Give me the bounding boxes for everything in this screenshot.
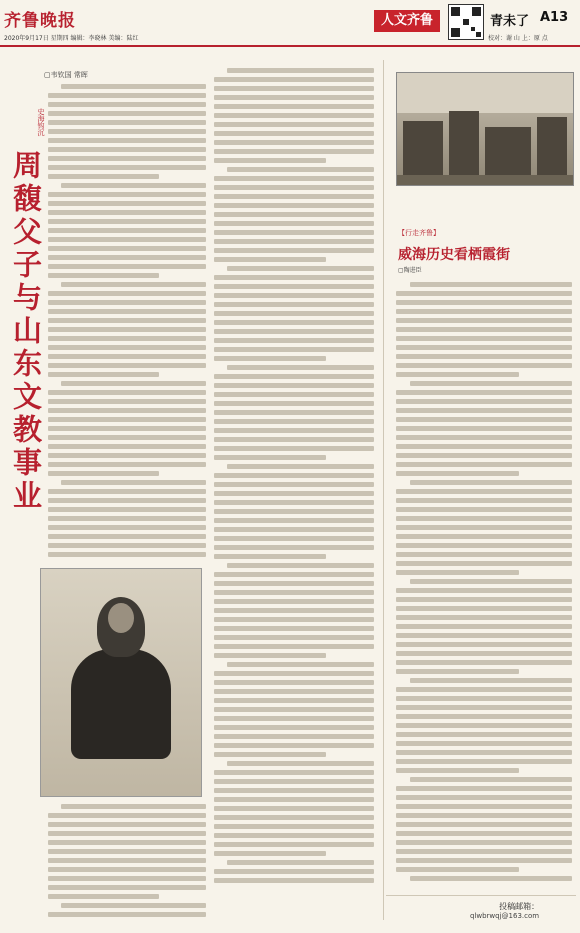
submission-email[interactable]: qlwbrwqj@163.com <box>470 912 540 920</box>
text-line <box>48 525 206 530</box>
text-line <box>396 804 572 809</box>
text-line <box>214 392 374 397</box>
text-line <box>396 795 572 800</box>
text-line <box>214 140 374 145</box>
right-article-title: 威海历史看栖霞街 <box>398 247 510 263</box>
text-line <box>48 120 206 125</box>
text-line <box>396 741 572 746</box>
masthead <box>0 0 580 50</box>
text-line <box>214 509 374 514</box>
text-line <box>214 842 374 847</box>
text-line <box>227 266 374 271</box>
text-line <box>396 336 572 341</box>
text-line <box>396 444 572 449</box>
text-line <box>396 318 572 323</box>
text-line <box>48 93 206 98</box>
text-line <box>48 354 206 359</box>
text-line <box>214 104 374 109</box>
text-line <box>48 237 206 242</box>
text-line <box>214 779 374 784</box>
text-line <box>214 536 374 541</box>
text-line <box>214 212 374 217</box>
text-line <box>48 291 206 296</box>
text-line <box>227 167 374 172</box>
text-line <box>214 194 374 199</box>
text-line <box>410 381 572 386</box>
text-line <box>48 912 206 917</box>
text-line <box>61 183 206 188</box>
text-line <box>48 534 206 539</box>
text-line <box>396 642 572 647</box>
text-line <box>396 633 572 638</box>
text-line <box>214 554 326 559</box>
text-line <box>214 824 374 829</box>
text-line <box>396 696 572 701</box>
text-line <box>396 399 572 404</box>
text-line <box>48 435 206 440</box>
text-line <box>396 489 572 494</box>
text-line <box>214 455 326 460</box>
text-line <box>396 759 572 764</box>
text-line <box>48 372 159 377</box>
text-line <box>214 293 374 298</box>
text-line <box>214 518 374 523</box>
submission-label: 投稿邮箱： <box>499 902 540 911</box>
footer-rule <box>386 895 576 896</box>
text-line <box>48 345 206 350</box>
text-line <box>214 581 374 586</box>
text-line <box>48 318 206 323</box>
text-line <box>61 804 206 809</box>
text-line <box>214 851 326 856</box>
text-line <box>396 552 572 557</box>
text-line <box>214 185 374 190</box>
text-line <box>396 813 572 818</box>
column-name: 青未了 <box>490 14 530 29</box>
text-line <box>396 732 572 737</box>
text-line <box>48 552 206 557</box>
text-line <box>396 570 519 575</box>
text-line <box>48 390 206 395</box>
text-line <box>396 345 572 350</box>
text-line <box>396 588 572 593</box>
text-line <box>48 849 206 854</box>
text-line <box>48 300 206 305</box>
text-line <box>227 860 374 865</box>
text-line <box>396 597 572 602</box>
text-line <box>214 158 326 163</box>
right-article-tag: 【行走齐鲁】 <box>398 229 440 237</box>
text-line <box>214 221 374 226</box>
text-line <box>396 363 572 368</box>
text-line <box>227 464 374 469</box>
text-line <box>396 543 572 548</box>
text-line <box>214 347 374 352</box>
text-line <box>214 689 374 694</box>
left-article-body-col1-lower <box>48 804 206 924</box>
text-line <box>214 770 374 775</box>
text-line <box>396 849 572 854</box>
text-line <box>214 752 326 757</box>
text-line <box>48 147 206 152</box>
text-line <box>214 806 374 811</box>
text-line <box>214 77 374 82</box>
text-line <box>396 462 572 467</box>
text-line <box>48 885 206 890</box>
text-line <box>48 327 206 332</box>
text-line <box>396 606 572 611</box>
right-article-body <box>396 282 572 888</box>
text-line <box>227 563 374 568</box>
text-line <box>214 473 374 478</box>
text-line <box>214 482 374 487</box>
text-line <box>396 615 572 620</box>
text-line <box>214 383 374 388</box>
text-line <box>214 329 374 334</box>
text-line <box>214 302 374 307</box>
text-line <box>48 417 206 422</box>
text-line <box>48 876 206 881</box>
text-line <box>214 572 374 577</box>
text-line <box>48 813 206 818</box>
text-line <box>214 149 374 154</box>
text-line <box>214 617 374 622</box>
text-line <box>396 822 572 827</box>
text-line <box>410 579 572 584</box>
text-line <box>396 291 572 296</box>
text-line <box>48 399 206 404</box>
text-line <box>214 122 374 127</box>
text-line <box>61 282 206 287</box>
text-line <box>48 516 206 521</box>
text-line <box>396 525 572 530</box>
text-line <box>48 228 206 233</box>
text-line <box>396 516 572 521</box>
text-line <box>214 527 374 532</box>
newspaper-logo: 齐鲁晚报 <box>4 11 76 31</box>
text-line <box>48 111 206 116</box>
text-line <box>48 498 206 503</box>
text-line <box>214 734 374 739</box>
text-line <box>48 408 206 413</box>
text-line <box>48 471 159 476</box>
text-line <box>214 86 374 91</box>
text-line <box>214 131 374 136</box>
text-line <box>396 867 519 872</box>
portrait-photo <box>40 568 202 797</box>
text-line <box>48 831 206 836</box>
text-line <box>214 716 374 721</box>
text-line <box>214 356 326 361</box>
text-line <box>214 743 374 748</box>
text-line <box>214 230 374 235</box>
text-line <box>48 246 206 251</box>
text-line <box>396 624 572 629</box>
text-line <box>48 363 206 368</box>
text-line <box>214 869 374 874</box>
left-article-title: 周馥父子与山东文教事业 <box>9 150 43 513</box>
text-line <box>396 372 519 377</box>
text-line <box>214 500 374 505</box>
text-line <box>48 840 206 845</box>
text-line <box>214 446 374 451</box>
text-line <box>410 678 572 683</box>
text-line <box>396 507 572 512</box>
text-line <box>214 284 374 289</box>
section-tag: 人文齐鲁 <box>374 10 440 32</box>
text-line <box>48 489 206 494</box>
text-line <box>396 669 519 674</box>
text-line <box>214 707 374 712</box>
right-article-byline: ▢陶进臣 <box>398 267 422 274</box>
text-line <box>48 129 206 134</box>
text-line <box>396 534 572 539</box>
text-line <box>227 662 374 667</box>
text-line <box>396 651 572 656</box>
text-line <box>214 275 374 280</box>
text-line <box>48 858 206 863</box>
street-photo <box>396 72 574 186</box>
column-divider <box>383 60 384 920</box>
text-line <box>48 453 206 458</box>
text-line <box>214 608 374 613</box>
text-line <box>214 257 326 262</box>
text-line <box>410 876 572 881</box>
text-line <box>396 300 572 305</box>
text-line <box>227 761 374 766</box>
text-line <box>48 264 206 269</box>
text-line <box>214 599 374 604</box>
text-line <box>214 248 374 253</box>
text-line <box>214 680 374 685</box>
text-line <box>214 176 374 181</box>
text-line <box>214 419 374 424</box>
text-line <box>214 95 374 100</box>
left-article-body-col1 <box>48 84 206 562</box>
text-line <box>48 219 206 224</box>
text-line <box>61 480 206 485</box>
text-line <box>48 822 206 827</box>
text-line <box>48 192 206 197</box>
text-line <box>214 671 374 676</box>
text-line <box>48 102 206 107</box>
text-line <box>214 725 374 730</box>
text-line <box>214 239 374 244</box>
text-line <box>396 831 572 836</box>
text-line <box>48 174 159 179</box>
text-line <box>214 113 374 118</box>
text-line <box>48 462 206 467</box>
text-line <box>48 273 159 278</box>
text-line <box>410 282 572 287</box>
text-line <box>214 590 374 595</box>
text-line <box>48 894 159 899</box>
text-line <box>214 635 374 640</box>
text-line <box>48 867 206 872</box>
issue-date-line: 2020年9月17日 星期四 编辑：李晓林 美编：陆红 <box>4 35 139 42</box>
text-line <box>227 68 374 73</box>
text-line <box>396 723 572 728</box>
text-line <box>410 480 572 485</box>
text-line <box>214 788 374 793</box>
text-line <box>396 498 572 503</box>
text-line <box>396 750 572 755</box>
submission-footer <box>470 901 539 920</box>
text-line <box>214 428 374 433</box>
text-line <box>48 138 206 143</box>
text-line <box>61 903 206 908</box>
text-line <box>227 365 374 370</box>
text-line <box>214 410 374 415</box>
text-line <box>214 797 374 802</box>
text-line <box>396 309 572 314</box>
text-line <box>410 777 572 782</box>
text-line <box>214 815 374 820</box>
editors-line: 校对：谢 山 上：原 点 <box>488 35 548 42</box>
text-line <box>61 84 206 89</box>
text-line <box>214 338 374 343</box>
header-rule <box>0 45 580 47</box>
text-line <box>396 390 572 395</box>
text-line <box>396 453 572 458</box>
text-line <box>396 561 572 566</box>
text-line <box>396 435 572 440</box>
page-number: A13 <box>540 10 569 25</box>
text-line <box>214 545 374 550</box>
text-line <box>396 417 572 422</box>
text-line <box>214 203 374 208</box>
text-line <box>48 507 206 512</box>
text-line <box>48 156 206 161</box>
text-line <box>214 878 374 883</box>
text-line <box>214 437 374 442</box>
text-line <box>396 426 572 431</box>
text-line <box>396 354 572 359</box>
text-line <box>214 311 374 316</box>
left-article-body-col2 <box>214 68 374 894</box>
text-line <box>214 833 374 838</box>
text-line <box>48 336 206 341</box>
text-line <box>214 698 374 703</box>
text-line <box>48 543 206 548</box>
text-line <box>396 768 519 773</box>
qr-code-icon <box>448 4 484 40</box>
text-line <box>61 381 206 386</box>
text-line <box>396 660 572 665</box>
text-line <box>48 165 206 170</box>
text-line <box>214 374 374 379</box>
text-line <box>396 687 572 692</box>
text-line <box>214 626 374 631</box>
text-line <box>396 858 572 863</box>
text-line <box>396 471 519 476</box>
text-line <box>48 426 206 431</box>
text-line <box>396 705 572 710</box>
text-line <box>396 714 572 719</box>
text-line <box>214 491 374 496</box>
text-line <box>396 327 572 332</box>
text-line <box>48 255 206 260</box>
text-line <box>48 444 206 449</box>
left-article-byline: ▢韦钦国 常晖 <box>44 71 88 79</box>
text-line <box>396 786 572 791</box>
text-line <box>214 653 326 658</box>
text-line <box>396 840 572 845</box>
text-line <box>48 309 206 314</box>
text-line <box>214 644 374 649</box>
text-line <box>48 210 206 215</box>
text-line <box>48 201 206 206</box>
text-line <box>214 320 374 325</box>
series-tag: 史海钩沉 <box>37 108 45 136</box>
text-line <box>396 408 572 413</box>
text-line <box>214 401 374 406</box>
